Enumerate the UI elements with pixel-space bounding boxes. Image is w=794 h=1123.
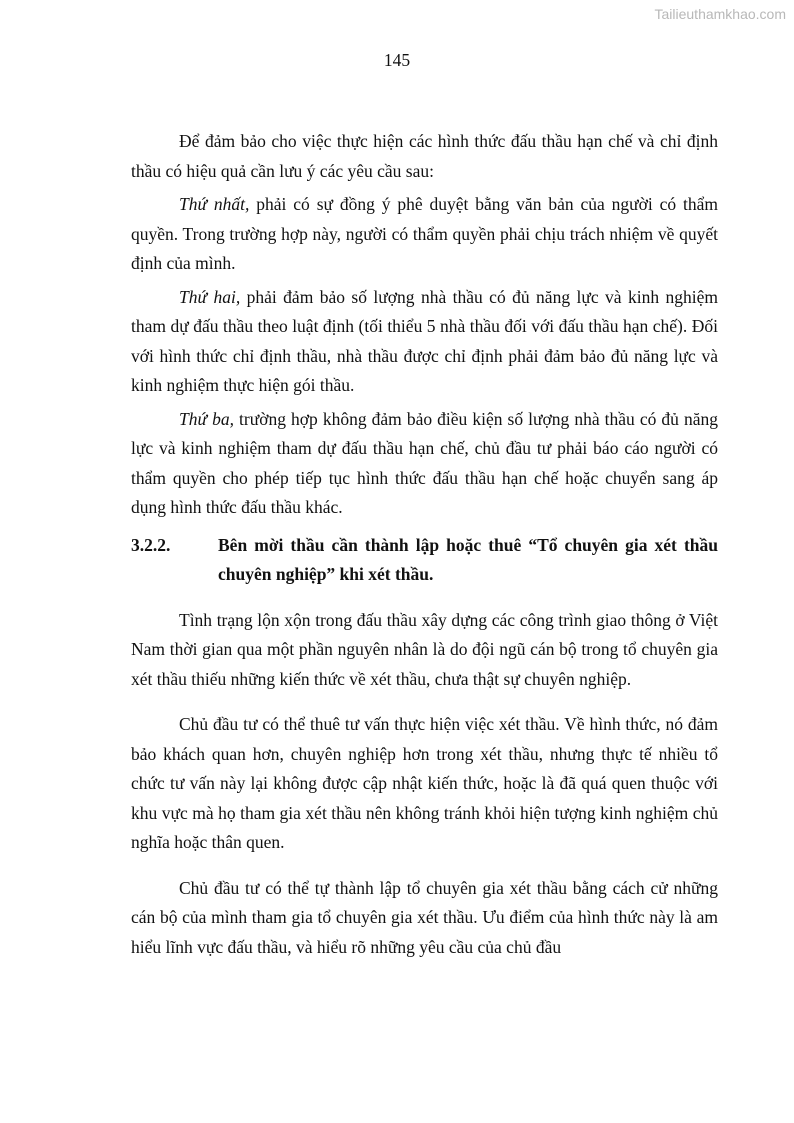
- paragraph-lead: Thứ ba,: [179, 408, 234, 429]
- paragraph-consultant-option: Chủ đầu tư có thể thuê tư vấn thực hiện việc xét thầu. Về hình thức, nó đảm bảo khách quan hơn, chuyên nghiệp hơn trong xét thầu, nhưng thực tế nhiều tổ chức tư vấn này lại không được cập nhật kiến thức, hoặc là đã quá quen thuộc với khu vực mà họ tham gia xét thầu nên không tránh khỏi hiện tượng kinh nghiệm chủ nghĩa hoặc thân quen.: [131, 714, 718, 852]
- section-heading: [131, 531, 718, 590]
- section-number: 3.2.2.: [131, 534, 171, 555]
- paragraph-intro: Để đảm bảo cho việc thực hiện các hình thức đấu thầu hạn chế và chỉ định thầu có hiệu quả cần lưu ý các yêu cầu sau:: [131, 131, 718, 181]
- paragraph-first-requirement: [131, 190, 718, 279]
- paragraph-text: trường hợp không đảm bảo điều kiện số lượng nhà thầu có đủ năng lực và kinh nghiệm tham dự đấu thầu hạn chế, chủ đầu tư phải báo cáo người có thẩm quyền cho phép tiếp tục hình thức đấu thầu hạn chế hoặc chuyển sang áp dụng hình thức đấu thầu khác.: [131, 408, 718, 517]
- watermark: Tailieuthamkhao.com: [654, 6, 786, 22]
- paragraph-self-established-option: Chủ đầu tư có thể tự thành lập tổ chuyên gia xét thầu bằng cách cử những cán bộ của mình tham gia tổ chuyên gia xét thầu. Ưu điểm của hình thức này là am hiểu lĩnh vực đấu thầu, và hiểu rõ những yêu cầu của chủ đầu: [131, 877, 718, 957]
- paragraph-situation: Tình trạng lộn xộn trong đấu thầu xây dựng các công trình giao thông ở Việt Nam thời gian qua một phần nguyên nhân là do đội ngũ cán bộ trong tổ chuyên gia xét thầu thiếu những kiến thức về xét thầu, chưa thật sự chuyên nghiệp.: [131, 609, 718, 689]
- paragraph-second-requirement: [131, 283, 718, 401]
- paragraph-text: phải có sự đồng ý phê duyệt bằng văn bản của người có thẩm quyền. Trong trường hợp này, người có thẩm quyền phải chịu trách nhiệm về quyết định của mình.: [131, 194, 718, 273]
- paragraph-text: phải đảm bảo số lượng nhà thầu có đủ năng lực và kinh nghiệm tham dự đấu thầu theo luật định (tối thiểu 5 nhà thầu đối với đấu thầu hạn chế). Đối với hình thức chỉ định thầu, nhà thầu được chỉ định phải đảm bảo đủ năng lực và kinh nghiệm thực hiện gói thầu.: [131, 286, 719, 395]
- paragraph-lead: Thứ nhất,: [179, 194, 250, 214]
- section-title: Bên mời thầu cần thành lập hoặc thuê “Tổ chuyên gia xét thầu chuyên nghiệp” khi xét thầu.: [218, 534, 718, 584]
- paragraph-lead: Thứ hai,: [179, 286, 241, 307]
- page-body: [131, 127, 718, 962]
- page-number: 145: [383, 50, 411, 70]
- paragraph-third-requirement: [131, 405, 718, 523]
